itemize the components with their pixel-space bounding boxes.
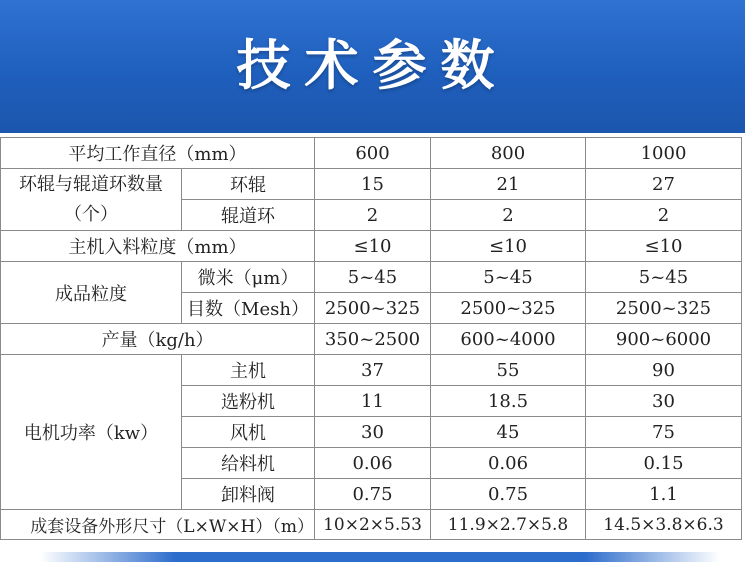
row-label-dimensions: 成套设备外形尺寸（L×W×H）（m）	[1, 510, 315, 540]
table-cell: 30	[315, 417, 431, 448]
table-cell: 0.75	[431, 479, 586, 510]
table-cell: 45	[431, 417, 586, 448]
title-banner	[0, 0, 745, 133]
table-cell: 10×2×5.53	[315, 510, 431, 540]
table-cell: 21	[431, 169, 586, 200]
table-cell: 14.5×3.8×6.3	[586, 510, 742, 540]
table-cell: 75	[586, 417, 742, 448]
table-cell: 55	[431, 355, 586, 386]
row-label-output: 产量（kg/h）	[1, 324, 315, 355]
table-cell: 350~2500	[315, 324, 431, 355]
row-sublabel-ring-roller: 环辊	[182, 169, 315, 200]
table-row	[1, 355, 742, 386]
row-sublabel-feeder: 给料机	[182, 448, 315, 479]
banner-title: 技术参数	[236, 34, 509, 97]
table-cell: 27	[586, 169, 742, 200]
row-label-feed-size: 主机入料粒度（mm）	[1, 231, 315, 262]
table-cell: 1.1	[586, 479, 742, 510]
table-cell: 90	[586, 355, 742, 386]
table-cell: 15	[315, 169, 431, 200]
row-sublabel-roller-ring: 辊道环	[182, 200, 315, 231]
row-sublabel-discharge: 卸料阀	[182, 479, 315, 510]
table-cell: 2	[431, 200, 586, 231]
row-label-fineness: 成品粒度	[1, 262, 182, 324]
table-cell: 2	[586, 200, 742, 231]
table-cell: 800	[431, 138, 586, 169]
table-row	[1, 510, 742, 540]
table-cell: ≤10	[586, 231, 742, 262]
table-cell: 5~45	[431, 262, 586, 293]
table-cell: 18.5	[431, 386, 586, 417]
row-sublabel-mesh: 目数（Mesh）	[182, 293, 315, 324]
table-cell: 2	[315, 200, 431, 231]
row-sublabel-fan: 风机	[182, 417, 315, 448]
table-cell: 2500~325	[431, 293, 586, 324]
table-cell: 2500~325	[586, 293, 742, 324]
table-row	[1, 231, 742, 262]
row-sublabel-main-motor: 主机	[182, 355, 315, 386]
table-cell: 0.15	[586, 448, 742, 479]
table-row	[1, 262, 742, 293]
row-sublabel-micron: 微米（μm）	[182, 262, 315, 293]
table-cell: 11.9×2.7×5.8	[431, 510, 586, 540]
bottom-accent-bar	[40, 552, 720, 562]
table-row	[1, 138, 742, 169]
table-cell: 37	[315, 355, 431, 386]
table-cell: 600	[315, 138, 431, 169]
table-cell: 600~4000	[431, 324, 586, 355]
table-cell: 900~6000	[586, 324, 742, 355]
table-cell: 1000	[586, 138, 742, 169]
row-label-diameter: 平均工作直径（mm）	[1, 138, 315, 169]
table-cell: 30	[586, 386, 742, 417]
row-label-power: 电机功率（kw）	[1, 355, 182, 510]
table-cell: 0.06	[315, 448, 431, 479]
table-cell: 0.75	[315, 479, 431, 510]
table-row	[1, 324, 742, 355]
row-sublabel-classifier: 选粉机	[182, 386, 315, 417]
ring-group-label-line1: 环辊与辊道环数量	[19, 173, 163, 195]
table-cell: 2500~325	[315, 293, 431, 324]
table-cell: 5~45	[586, 262, 742, 293]
row-label-ring-group	[1, 169, 182, 231]
table-cell: ≤10	[315, 231, 431, 262]
table-cell: 0.06	[431, 448, 586, 479]
table-row	[1, 169, 742, 200]
table-cell: 5~45	[315, 262, 431, 293]
ring-group-label-line2: （个）	[64, 203, 118, 225]
table-cell: ≤10	[431, 231, 586, 262]
table-cell: 11	[315, 386, 431, 417]
spec-table	[0, 137, 742, 540]
